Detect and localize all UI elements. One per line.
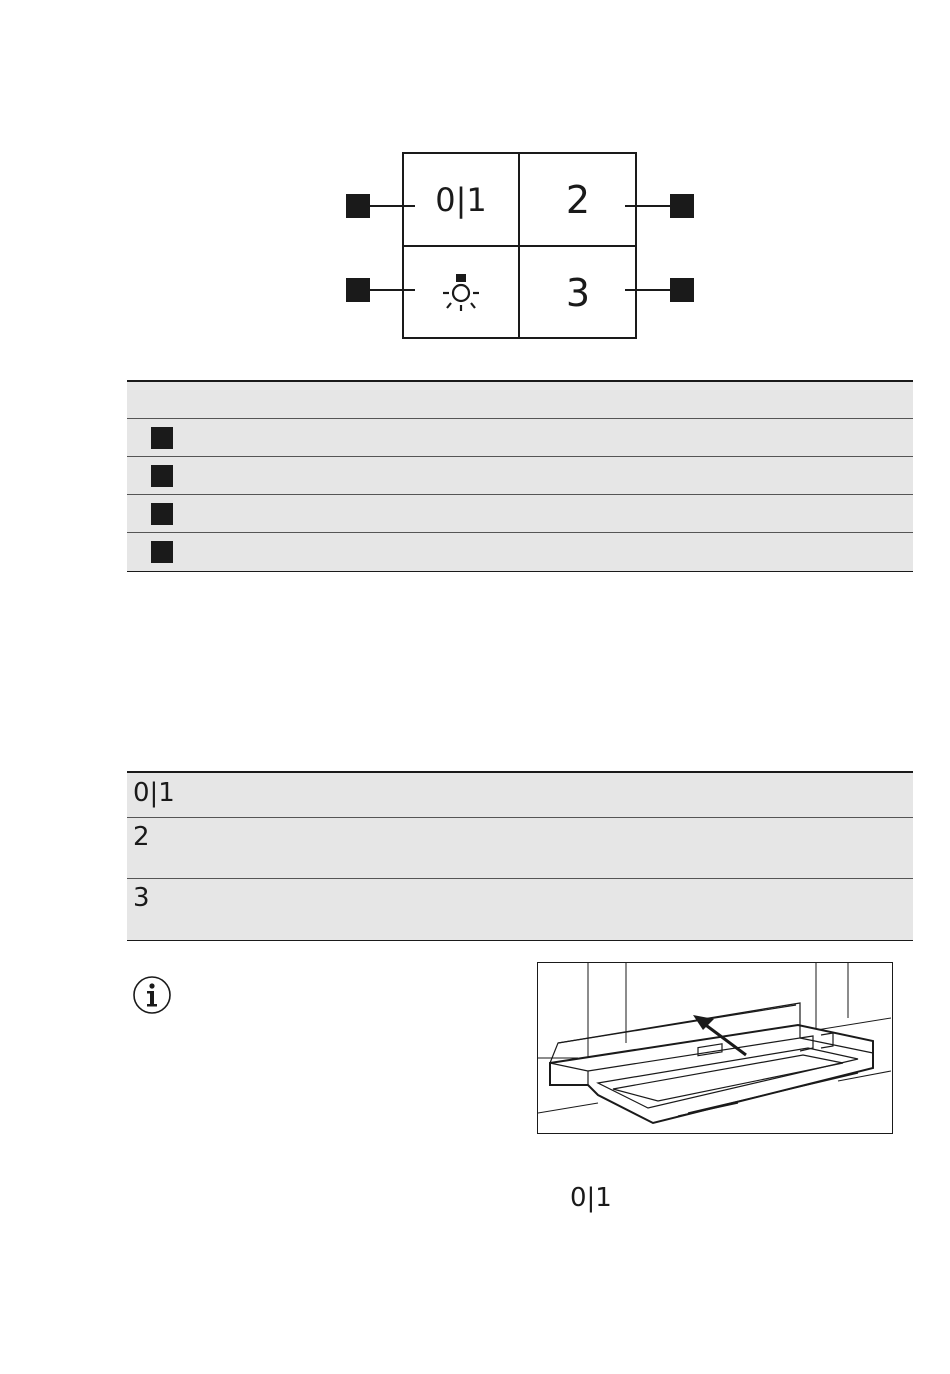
table-row xyxy=(127,533,913,572)
callout-marker xyxy=(670,194,694,218)
speed-3-label: 3 xyxy=(565,270,591,315)
row-marker xyxy=(151,541,173,563)
callout-marker xyxy=(670,278,694,302)
on-off-label: 0|1 xyxy=(435,180,487,219)
table-row xyxy=(127,771,913,818)
table-row xyxy=(127,818,913,879)
row-marker xyxy=(151,427,173,449)
callout-marker xyxy=(346,278,370,302)
table-row xyxy=(127,495,913,533)
light-bulb-icon xyxy=(439,271,483,315)
on-off-symbol: 0|1 xyxy=(570,1183,612,1213)
callout-leader xyxy=(625,289,670,291)
row-marker xyxy=(151,465,173,487)
callout-leader xyxy=(370,289,415,291)
row-symbol: 0|1 xyxy=(133,778,175,808)
callout-marker xyxy=(346,194,370,218)
table-row xyxy=(127,879,913,941)
hood-drawer-illustration xyxy=(537,962,893,1134)
table-row xyxy=(127,419,913,457)
info-icon xyxy=(132,975,172,1015)
on-off-button[interactable] xyxy=(404,154,518,245)
speed-3-button[interactable] xyxy=(520,247,636,338)
speed-2-button[interactable] xyxy=(520,154,636,245)
table-header-row xyxy=(127,380,913,419)
symbol-table xyxy=(127,771,913,941)
speed-2-label: 2 xyxy=(565,177,591,222)
controls-legend-table xyxy=(127,380,913,572)
callout-leader xyxy=(625,205,670,207)
hood-drawer-pull-illustration xyxy=(538,963,891,1132)
table-row xyxy=(127,457,913,495)
row-symbol: 3 xyxy=(133,883,150,913)
light-button[interactable] xyxy=(404,247,518,338)
row-symbol: 2 xyxy=(133,822,150,852)
row-marker xyxy=(151,503,173,525)
callout-leader xyxy=(370,205,415,207)
